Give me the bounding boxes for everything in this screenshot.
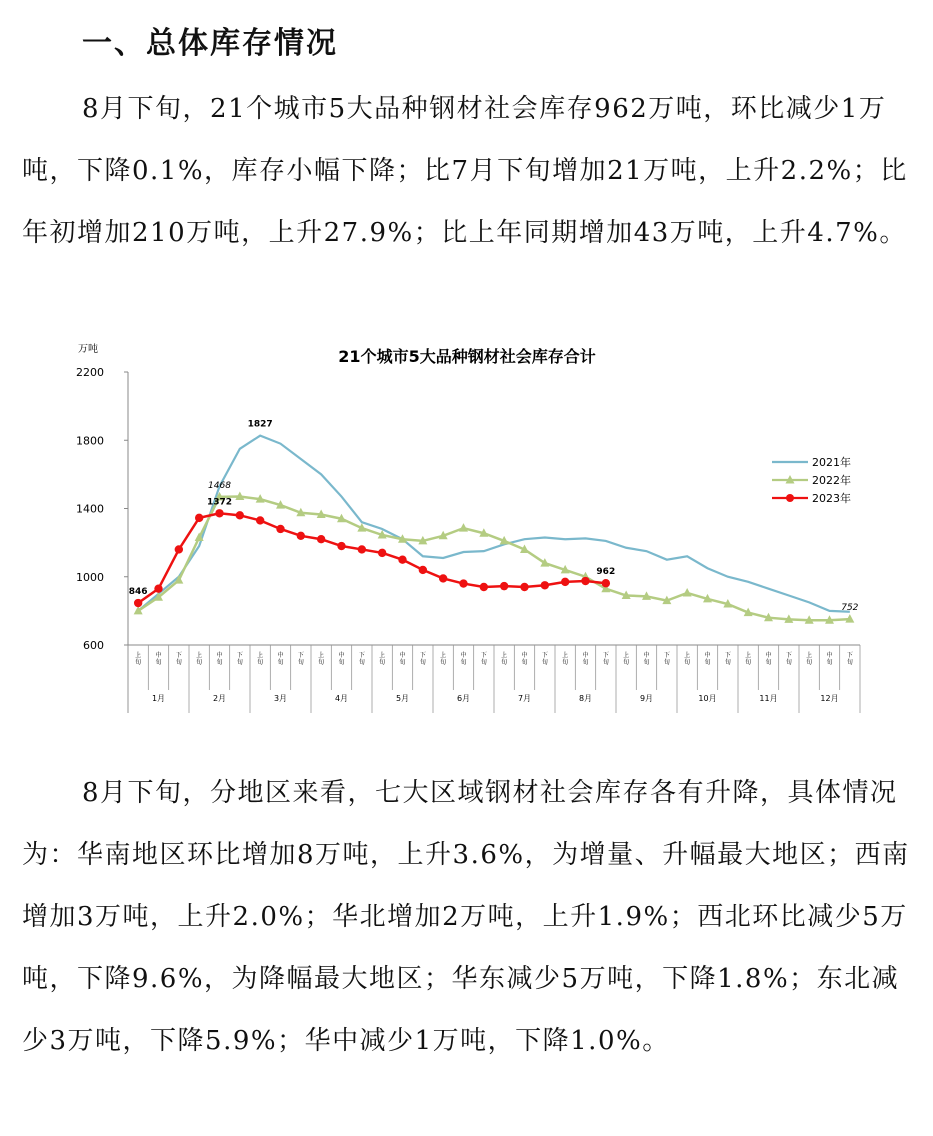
month-label: 4月 — [334, 694, 349, 703]
month-label: 7月 — [517, 694, 532, 703]
data-point — [297, 532, 305, 540]
data-label: 1827 — [247, 419, 273, 430]
x-tick-label: 上旬 — [318, 652, 325, 666]
data-point — [520, 583, 528, 591]
x-tick-label: 下旬 — [785, 652, 792, 666]
series-line — [138, 497, 850, 621]
data-point — [317, 535, 325, 543]
month-label: 12月 — [820, 694, 839, 703]
data-point — [154, 584, 162, 592]
x-tick-label: 中旬 — [216, 652, 223, 666]
regional-paragraph: 8月下旬，分地区来看，七大区域钢材社会库存各有升降，具体情况为：华南地区环比增加8万吨，上升3.6%，为增量、升幅最大地区；西南增加3万吨，上升2.0%；华北增加2万吨，上升1.9%；西北环比减少5万吨，下降9.6%，为降幅最大地区；华东减少5万吨，下降1.8%；东北减少3万吨，下降5.9%；华中减少1万吨，下降1.0%。 — [22, 778, 910, 1056]
x-tick-label: 下旬 — [846, 652, 853, 666]
data-point — [541, 581, 549, 589]
x-tick-label: 中旬 — [582, 652, 589, 666]
x-tick-label: 下旬 — [297, 652, 304, 666]
data-point — [439, 574, 447, 582]
x-tick-label: 上旬 — [379, 652, 386, 666]
x-tick-label: 下旬 — [419, 652, 426, 666]
x-tick-label: 上旬 — [684, 652, 691, 666]
x-tick-label: 中旬 — [704, 652, 711, 666]
x-tick-label: 中旬 — [399, 652, 406, 666]
x-tick-label: 上旬 — [196, 652, 203, 666]
legend-label: 2022年 — [812, 474, 851, 487]
data-point — [581, 577, 589, 585]
x-tick-label: 下旬 — [663, 652, 670, 666]
x-tick-label: 下旬 — [358, 652, 365, 666]
data-label: 962 — [596, 567, 616, 578]
legend-marker — [786, 494, 794, 502]
month-label: 1月 — [151, 694, 166, 703]
y-tick-label: 1800 — [76, 434, 104, 448]
x-tick-label: 中旬 — [643, 652, 650, 666]
x-tick-label: 上旬 — [745, 652, 752, 666]
month-label: 11月 — [759, 694, 778, 703]
x-tick-label: 上旬 — [623, 652, 630, 666]
data-point — [276, 525, 284, 533]
x-tick-label: 下旬 — [236, 652, 243, 666]
data-point — [175, 545, 183, 553]
section-heading: 一、总体库存情况 — [82, 26, 338, 61]
summary-paragraph: 8月下旬，21个城市5大品种钢材社会库存962万吨，环比减少1万吨，下降0.1%，库存小幅下降；比7月下旬增加21万吨，上升2.2%；比年初增加210万吨，上升27.9%；比上年同期增加43万吨，上升4.7%。 — [22, 94, 908, 248]
data-point — [358, 545, 366, 553]
x-tick-label: 下旬 — [724, 652, 731, 666]
x-tick-label: 中旬 — [155, 652, 162, 666]
x-tick-label: 上旬 — [501, 652, 508, 666]
data-label: 1372 — [206, 497, 233, 508]
data-point — [378, 549, 386, 557]
data-point — [480, 583, 488, 591]
data-point — [195, 514, 203, 522]
x-tick-label: 下旬 — [602, 652, 609, 666]
data-point — [256, 516, 264, 524]
data-label: 1468 — [208, 480, 231, 491]
x-tick-label: 中旬 — [765, 652, 772, 666]
data-point — [398, 555, 406, 563]
y-tick-label: 2200 — [76, 366, 104, 379]
data-label: 752 — [841, 603, 859, 614]
x-tick-label: 中旬 — [277, 652, 284, 666]
x-tick-label: 下旬 — [175, 652, 182, 666]
x-tick-label: 下旬 — [480, 652, 487, 666]
x-tick-label: 上旬 — [440, 652, 447, 666]
month-label: 10月 — [698, 694, 717, 703]
data-point — [561, 578, 569, 586]
month-label: 5月 — [395, 694, 410, 703]
data-point — [683, 588, 692, 597]
x-tick-label: 中旬 — [338, 652, 345, 666]
month-label: 2月 — [212, 694, 227, 703]
x-tick-label: 上旬 — [806, 652, 813, 666]
data-point — [500, 582, 508, 590]
x-tick-label: 上旬 — [135, 652, 142, 666]
month-label: 6月 — [456, 694, 471, 703]
x-tick-label: 上旬 — [257, 652, 264, 666]
x-tick-label: 中旬 — [826, 652, 833, 666]
y-tick-label: 1000 — [76, 570, 104, 584]
x-tick-label: 下旬 — [541, 652, 548, 666]
x-tick-label: 中旬 — [521, 652, 528, 666]
data-point — [215, 509, 223, 517]
y-tick-label: 1400 — [76, 502, 104, 516]
data-point — [419, 566, 427, 574]
month-label: 8月 — [578, 694, 593, 703]
data-label: 846 — [128, 587, 148, 598]
month-label: 3月 — [273, 694, 288, 703]
inventory-line-chart — [60, 335, 870, 720]
y-tick-label: 600 — [83, 639, 104, 652]
data-point — [459, 579, 467, 587]
data-point — [459, 523, 468, 532]
data-point — [602, 579, 610, 587]
chart-title: 21个城市5大品种钢材社会库存合计 — [338, 347, 596, 366]
x-tick-label: 上旬 — [562, 652, 569, 666]
y-unit-label: 万吨 — [78, 344, 98, 355]
x-tick-label: 中旬 — [460, 652, 467, 666]
data-point — [236, 511, 244, 519]
data-point — [337, 542, 345, 550]
legend-label: 2021年 — [812, 456, 851, 469]
data-point — [134, 599, 142, 607]
legend-label: 2023年 — [812, 492, 851, 505]
month-label: 9月 — [639, 694, 654, 703]
